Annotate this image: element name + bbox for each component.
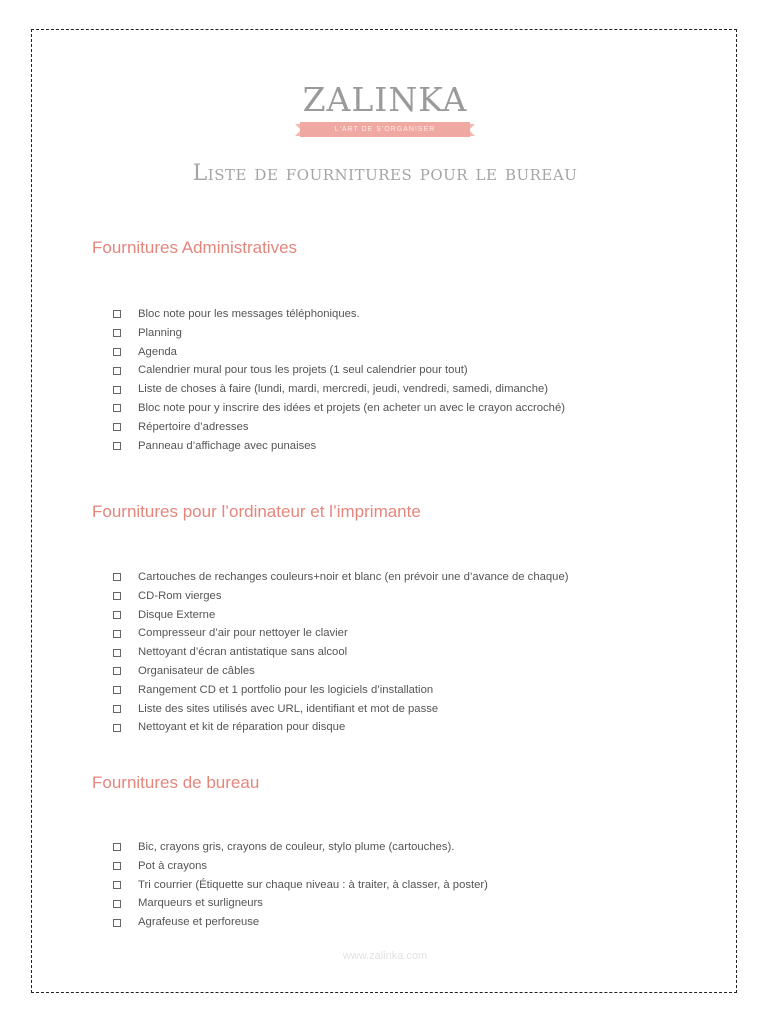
list-item: [113, 718, 569, 737]
checkbox-icon[interactable]: [113, 649, 121, 657]
checkbox-icon[interactable]: [113, 611, 121, 619]
item-label: Bic, crayons gris, crayons de couleur, stylo plume (cartouches).: [138, 841, 455, 853]
list-item: [113, 913, 488, 932]
checkbox-icon[interactable]: [113, 386, 121, 394]
list-bureau: [113, 838, 488, 932]
checkbox-icon[interactable]: [113, 573, 121, 581]
list-item: [113, 662, 569, 681]
checkbox-icon[interactable]: [113, 900, 121, 908]
list-item: [113, 361, 565, 380]
item-label: Nettoyant et kit de réparation pour disque: [138, 721, 346, 734]
list-item: [113, 437, 565, 456]
list-item: [113, 838, 488, 857]
checkbox-icon[interactable]: [113, 724, 121, 732]
brand-name: ZALINKA: [302, 80, 468, 119]
checkbox-icon[interactable]: [113, 404, 121, 412]
checkbox-icon[interactable]: [113, 329, 121, 337]
list-item: [113, 587, 569, 606]
list-item: [113, 700, 569, 719]
checkbox-icon[interactable]: [113, 310, 121, 318]
checkbox-icon[interactable]: [113, 442, 121, 450]
list-item: [113, 624, 569, 643]
item-label: Liste de choses à faire (lundi, mardi, mercredi, jeudi, vendredi, samedi, dimanche): [138, 383, 549, 396]
checkbox-icon[interactable]: [113, 630, 121, 638]
item-label: Organisateur de câbles: [138, 664, 255, 677]
list-item: [113, 643, 569, 662]
item-label: Rangement CD et 1 portfolio pour les logiciels d’installation: [138, 683, 434, 696]
item-label: Pot à crayons: [138, 859, 208, 872]
item-label: Compresseur d’air pour nettoyer le clavier: [138, 627, 348, 640]
item-label: Bloc note pour y inscrire des idées et projets (en acheter un avec le crayon accroché): [138, 401, 565, 414]
list-item: [113, 324, 565, 343]
footer-url[interactable]: www.zalinka.com: [342, 950, 428, 962]
item-label: Répertoire d’adresses: [138, 420, 249, 433]
document-title: Liste de fournitures pour le bureau: [192, 161, 578, 186]
checkbox-icon[interactable]: [113, 881, 121, 889]
section-heading-administratives: Fournitures Administratives: [92, 238, 298, 257]
brand-tagline: L'ART DE S'ORGANISER: [300, 122, 470, 137]
checkbox-icon[interactable]: [113, 592, 121, 600]
checkbox-icon[interactable]: [113, 667, 121, 675]
item-label: CD-Rom vierges: [138, 589, 222, 602]
item-label: Cartouches de rechanges couleurs+noir et blanc (en prévoir une d’avance de chaque): [138, 571, 569, 583]
checkbox-icon[interactable]: [113, 705, 121, 713]
brand-ribbon: [295, 122, 475, 137]
item-label: Disque Externe: [138, 608, 216, 621]
item-label: Liste des sites utilisés avec URL, identifiant et mot de passe: [138, 702, 439, 715]
checkbox-icon[interactable]: [113, 348, 121, 356]
list-item: [113, 681, 569, 700]
list-item: [113, 399, 565, 418]
item-label: Planning: [138, 326, 182, 339]
item-label: Calendrier mural pour tous les projets (1 seul calendrier pour tout): [138, 364, 468, 377]
item-label: Agenda: [138, 345, 177, 358]
list-item: [113, 606, 569, 625]
section-heading-ordinateur: Fournitures pour l’ordinateur et l’imprimante: [92, 502, 421, 521]
list-item: [113, 894, 488, 913]
checkbox-icon[interactable]: [113, 686, 121, 694]
item-label: Bloc note pour les messages téléphoniques.: [138, 308, 360, 320]
list-item: [113, 380, 565, 399]
list-item: [113, 343, 565, 362]
list-item: [113, 568, 569, 587]
list-administratives: [113, 305, 565, 455]
item-label: Tri courrier (Étiquette sur chaque niveau : à traiter, à classer, à poster): [138, 878, 488, 891]
checkbox-icon[interactable]: [113, 367, 121, 375]
checkbox-icon[interactable]: [113, 423, 121, 431]
list-item: [113, 857, 488, 876]
item-label: Marqueurs et surligneurs: [138, 897, 263, 910]
item-label: Agrafeuse et perforeuse: [138, 916, 260, 929]
checkbox-icon[interactable]: [113, 862, 121, 870]
checkbox-icon[interactable]: [113, 919, 121, 927]
item-label: Panneau d’affichage avec punaises: [138, 439, 317, 452]
list-ordinateur: [113, 568, 569, 737]
list-item: [113, 876, 488, 895]
item-label: Nettoyant d’écran antistatique sans alcool: [138, 646, 348, 659]
list-item: [113, 305, 565, 324]
brand-logo: [0, 80, 770, 137]
section-heading-bureau: Fournitures de bureau: [92, 773, 260, 792]
list-item: [113, 418, 565, 437]
checkbox-icon[interactable]: [113, 843, 121, 851]
